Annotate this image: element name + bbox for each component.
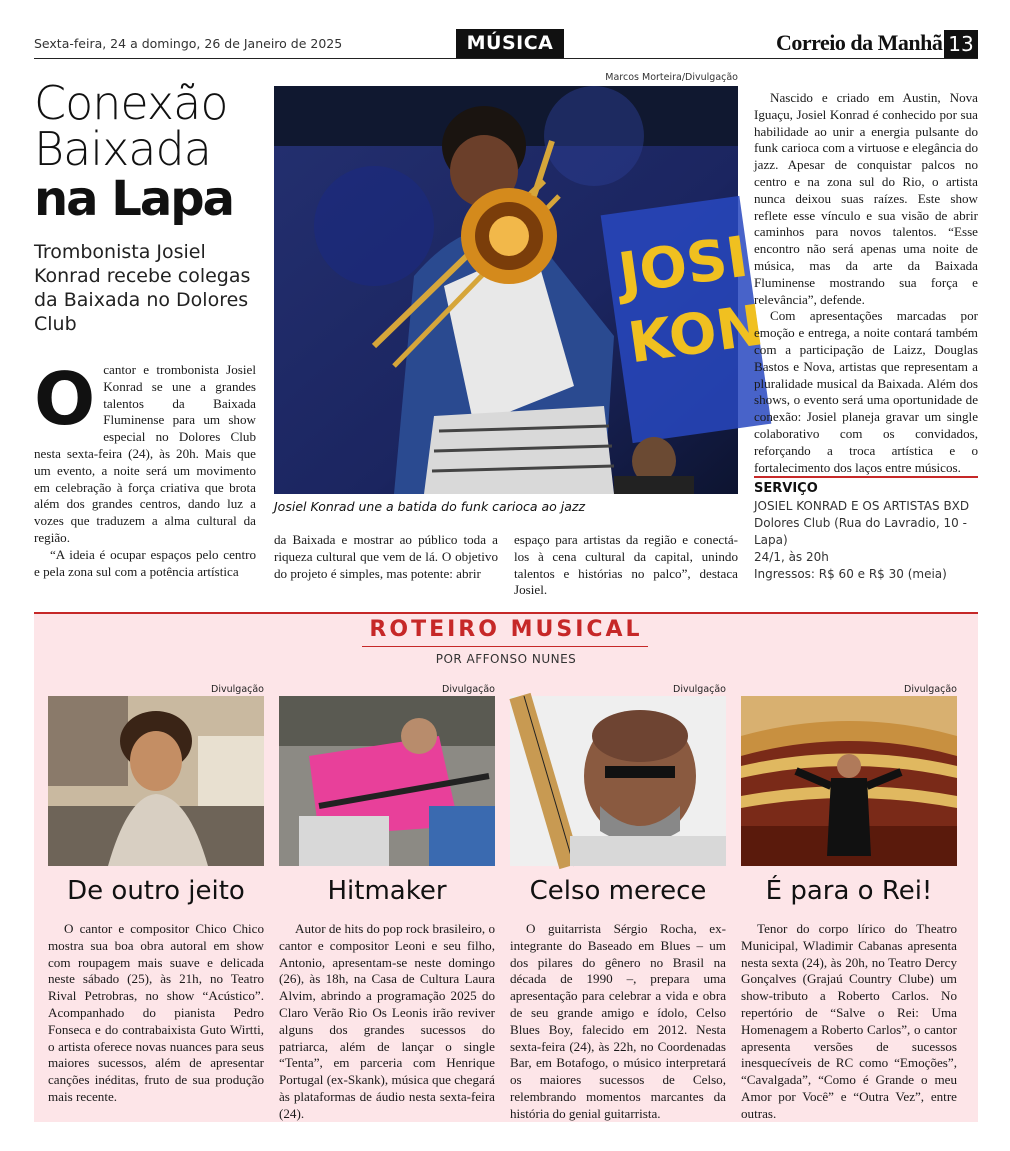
article-paragraph: Com apresentações marcadas por emoção e entrega, a noite contará também com a participação de Laizz, Douglas Bastos e Nova, artistas que representam a pluralidade musical da Baixada. Além dos shows, o evento será uma oportunidade de conexão: Josiel planeja gravar um single colaborativo com os convidados, reforçando a troca artística e o fortalecimento dos laços entre músicos.: [754, 308, 978, 475]
service-title: SERVIÇO: [754, 481, 818, 496]
card-paragraph: O cantor e compositor Chico Chico mostra sua boa obra autoral em show com roupagem mais suave e delicada neste sábado (25), às 21h, no Teatro Rival Petrobras, no show “Acústico”. Acompanhado do pianista Pedro Fonseca e do contrabaixista Guto Wirtti, o artista oferece novas nuances para seus maiores sucessos, além de apresentar canções inéditas, fruto de sua produção mais recente.: [48, 921, 264, 1104]
service-divider: [754, 476, 978, 478]
edition-date: Sexta-feira, 24 a domingo, 26 de Janeiro de 2025: [34, 36, 343, 51]
card-body: [279, 921, 495, 1123]
theater-photo-icon: [741, 696, 957, 866]
article-column-1: [34, 357, 256, 580]
card-photo-credit: Divulgação: [442, 684, 495, 695]
service-datetime: 24/1, às 20h: [754, 550, 829, 564]
article-column-4: [754, 90, 978, 476]
photo-caption: Josiel Konrad une a batida do funk carioca ao jazz: [274, 499, 586, 514]
headline-line-1: Conexão: [34, 76, 228, 130]
service-venue: Dolores Club (Rua do Lavradio, 10 - Lapa): [754, 516, 967, 547]
card-paragraph: Tenor do corpo lírico do Theatro Municipal, Wladimir Cabanas apresenta nesta sexta (24), às 20h, no Teatro Dercy Gonçalves (Grajaú Country Clube) um show-tributo a Roberto Carlos. No repertório de “Salve o Rei: Uma Homenagem a Roberto Carlos”, o cantor apresenta versões de sucessos inesquecíveis de RC como “Emoções”, “Cavalgada”, “Como é Grande o meu Amor por Você” e “Outra Vez”, entre outras.: [741, 921, 957, 1121]
article-paragraph: “A ideia é ocupar espaços pelo centro e pela zona sul com a potência artística: [34, 546, 256, 579]
article-subhead: Trombonista Josiel Konrad recebe colegas da Baixada no Dolores Club: [34, 241, 251, 335]
drop-cap: O: [34, 357, 96, 441]
card-paragraph: O guitarrista Sérgio Rocha, ex-integrante do Baseado em Blues – um dos pilares do gênero no Brasil na década de 1990 –, prepara uma apresentação para celebrar a vida e obra de seu grande amigo e ídolo, Celso Blues Boy, falecido em 2012. Nesta sexta-feira (24), às 22h, no Coordenadas Bar, em Botafogo, o músico interpretará os maiores sucessos de Celso, relembrando momentos marcantes da história do genial guitarrista.: [510, 921, 726, 1121]
service-event-name: JOSIEL KONRAD E OS ARTISTAS BXD: [754, 499, 970, 513]
roteiro-title: ROTEIRO MUSICAL: [369, 617, 643, 642]
card-body: [48, 921, 264, 1106]
card-body: [510, 921, 726, 1123]
page-number: 13: [944, 30, 978, 58]
service-info: [754, 498, 978, 583]
service-tickets: Ingressos: R$ 60 e R$ 30 (meia): [754, 567, 947, 581]
card-title: De outro jeito: [67, 876, 245, 906]
card-body: [741, 921, 957, 1123]
main-photo-trombonist[interactable]: [274, 86, 768, 494]
photo-sign-text: JOSI: [614, 224, 752, 308]
photo-credit: Marcos Morteira/Divulgação: [605, 72, 738, 83]
headline-line-2: Baixada: [34, 122, 211, 176]
section-label[interactable]: MÚSICA: [456, 29, 564, 58]
musician-photo-icon: [48, 696, 264, 866]
roteiro-author: POR AFFONSO NUNES: [435, 652, 577, 666]
article-paragraph: cantor e trombonista Josiel Konrad se une a grandes talentos da Baixada Fluminense para um show especial no Dolores Club nesta sexta-feira (24), às 20h. Mais que um evento, a noite será um movimento em celebração à força criativa que brota além dos grandes centros, dando luz a vozes que traduzem a alma cultural da região.: [34, 362, 256, 545]
musician-photo-icon: [279, 696, 495, 866]
newspaper-brand: Correio da Manhã: [776, 30, 943, 55]
card-photo-credit: Divulgação: [211, 684, 264, 695]
header-divider: [34, 58, 978, 59]
article-paragraph: da Baixada e mostrar ao público toda a riqueza cultural que vem de lá. O objetivo do projeto é simples, mas potente: abrir: [274, 532, 498, 581]
article-column-3: [514, 532, 738, 599]
article-paragraph: espaço para artistas da região e conectá-los à cena cultural da capital, unindo talentos e histórias no palco”, destaca Josiel.: [514, 532, 738, 598]
card-paragraph: Autor de hits do pop rock brasileiro, o cantor e compositor Leoni e seu filho, Antonio, apresentam-se neste domingo (26), às 18h, na Casa de Cultura Laura Alvim, abrindo a programação 2025 do Claro Verão Rio Os Leonis irão reviver alguns dos grandes sucessos do patriarca, além de lançar o single “Tenta”, em parceria com Henrique Portugal (ex-Skank), música que chegará às plataformas de áudio nesta sexta-feira (24).: [279, 921, 496, 1121]
roteiro-title-rule: [362, 646, 648, 647]
card-title: É para o Rei!: [765, 876, 933, 906]
card-photo-credit: Divulgação: [904, 684, 957, 695]
card-photo-wladimir-cabanas[interactable]: [741, 696, 957, 866]
musician-photo-icon: [510, 696, 726, 866]
article-paragraph: Nascido e criado em Austin, Nova Iguaçu, Josiel Konrad é conhecido por sua habilidade ao unir a energia pulsante do funk carioca com a virtuose e elegância do jazz. Apesar de conquistar palcos no centro e na zona sul do Rio, o artista nunca deixou suas raízes. Este show reflete esse vínculo e sua visão de abrir caminhos para novos talentos. “Esse encontro não será apenas uma noite de música, mas da arte da Baixada Fluminense mostrando sua força e relevância”, defende.: [754, 90, 978, 307]
card-photo-chico-chico[interactable]: [48, 696, 264, 866]
article-headline: [34, 76, 264, 227]
trombonist-illustration: [274, 86, 768, 494]
card-title: Hitmaker: [327, 876, 447, 906]
headline-line-3: na Lapa: [34, 171, 233, 227]
card-title: Celso merece: [529, 876, 707, 906]
card-photo-credit: Divulgação: [673, 684, 726, 695]
svg-text:KON: KON: [624, 293, 768, 377]
article-column-2: [274, 532, 498, 582]
card-photo-sergio-rocha[interactable]: [510, 696, 726, 866]
card-photo-leoni[interactable]: [279, 696, 495, 866]
